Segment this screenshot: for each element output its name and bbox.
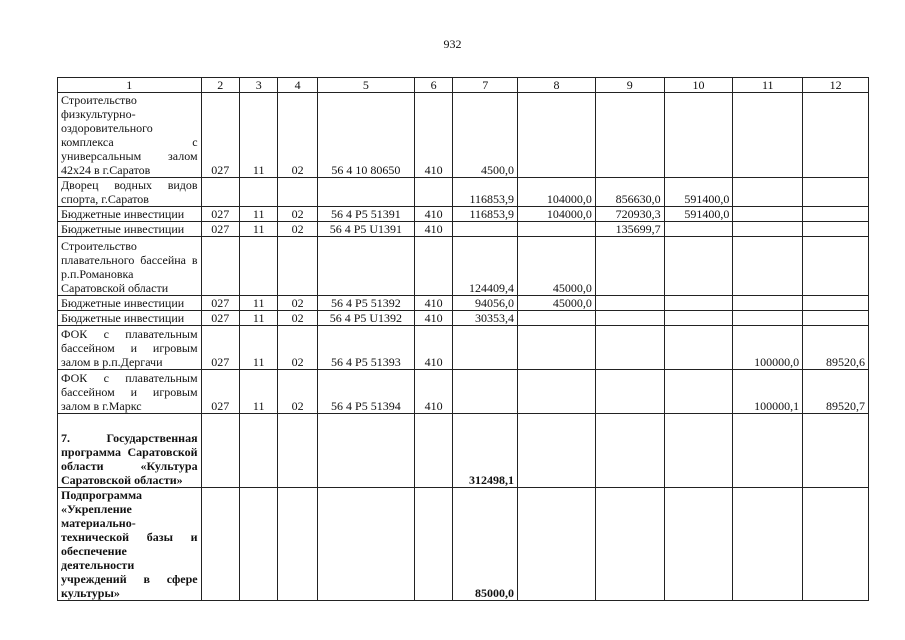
value-cell: 591400,0: [664, 178, 733, 207]
expense-type-cell: [414, 414, 452, 488]
section-cell: [240, 178, 278, 207]
expense-type-cell: 410: [414, 222, 452, 237]
value-cell: [453, 222, 518, 237]
value-cell: [733, 488, 803, 601]
target-article-cell: 56 4 P5 51392: [317, 296, 414, 311]
table-row: [58, 311, 869, 326]
subsection-cell: 02: [278, 93, 317, 178]
column-header: 2: [201, 78, 239, 93]
section-cell: 11: [240, 93, 278, 178]
value-cell: [733, 414, 803, 488]
value-cell: 116853,9: [453, 178, 518, 207]
table-row: [58, 207, 869, 222]
value-cell: 312498,1: [453, 414, 518, 488]
value-cell: 104000,0: [518, 207, 596, 222]
code-cell: 027: [201, 296, 239, 311]
section-cell: 11: [240, 370, 278, 414]
row-name-cell: Бюджетные инвестиции: [58, 311, 202, 326]
value-cell: [733, 207, 803, 222]
row-name-cell: 7. Государственная программа Саратовской области «Культура Саратовской области»: [58, 414, 202, 488]
value-cell: [803, 488, 869, 601]
expense-type-cell: 410: [414, 311, 452, 326]
target-article-cell: 56 4 P5 51394: [317, 370, 414, 414]
section-cell: 11: [240, 222, 278, 237]
value-cell: 135699,7: [595, 222, 664, 237]
table-row: [58, 178, 869, 207]
row-name-cell: Строительство плавательного бассейна в р.п.Романовка Саратовской области: [58, 237, 202, 296]
target-article-cell: 56 4 P5 U1391: [317, 222, 414, 237]
subsection-cell: 02: [278, 311, 317, 326]
program-row: [58, 414, 869, 488]
section-cell: [240, 488, 278, 601]
section-cell: 11: [240, 311, 278, 326]
value-cell: [803, 296, 869, 311]
expense-type-cell: [414, 237, 452, 296]
budget-table: [57, 77, 869, 601]
column-header: 12: [803, 78, 869, 93]
value-cell: 94056,0: [453, 296, 518, 311]
value-cell: [595, 93, 664, 178]
subsection-cell: [278, 414, 317, 488]
value-cell: 4500,0: [453, 93, 518, 178]
code-cell: 027: [201, 93, 239, 178]
target-article-cell: 56 4 10 80650: [317, 93, 414, 178]
value-cell: [664, 93, 733, 178]
column-header: 4: [278, 78, 317, 93]
value-cell: [518, 311, 596, 326]
table-row: [58, 237, 869, 296]
expense-type-cell: 410: [414, 207, 452, 222]
value-cell: [595, 370, 664, 414]
value-cell: 124409,4: [453, 237, 518, 296]
value-cell: [453, 370, 518, 414]
value-cell: 856630,0: [595, 178, 664, 207]
value-cell: 89520,6: [803, 326, 869, 370]
target-article-cell: [317, 414, 414, 488]
target-article-cell: [317, 237, 414, 296]
value-cell: [664, 370, 733, 414]
value-cell: [664, 326, 733, 370]
target-article-cell: 56 4 P5 51391: [317, 207, 414, 222]
column-header: 3: [240, 78, 278, 93]
value-cell: [803, 414, 869, 488]
value-cell: 104000,0: [518, 178, 596, 207]
expense-type-cell: 410: [414, 296, 452, 311]
value-cell: [803, 222, 869, 237]
subsection-cell: 02: [278, 296, 317, 311]
value-cell: 100000,1: [733, 370, 803, 414]
column-header: 11: [733, 78, 803, 93]
subprogram-row: [58, 488, 869, 601]
column-header: 5: [317, 78, 414, 93]
value-cell: [518, 222, 596, 237]
column-header: 8: [518, 78, 596, 93]
value-cell: [595, 311, 664, 326]
page-number: 932: [443, 37, 462, 51]
subsection-cell: 02: [278, 222, 317, 237]
expense-type-cell: [414, 488, 452, 601]
code-cell: 027: [201, 311, 239, 326]
subsection-cell: 02: [278, 326, 317, 370]
value-cell: [518, 488, 596, 601]
value-cell: [733, 296, 803, 311]
expense-type-cell: 410: [414, 93, 452, 178]
value-cell: 116853,9: [453, 207, 518, 222]
subsection-cell: [278, 178, 317, 207]
value-cell: [803, 93, 869, 178]
target-article-cell: [317, 178, 414, 207]
subsection-cell: [278, 488, 317, 601]
value-cell: [803, 311, 869, 326]
header-row: [58, 78, 869, 93]
row-name-cell: Бюджетные инвестиции: [58, 222, 202, 237]
value-cell: 45000,0: [518, 237, 596, 296]
target-article-cell: 56 4 P5 51393: [317, 326, 414, 370]
value-cell: 85000,0: [453, 488, 518, 601]
expense-type-cell: 410: [414, 370, 452, 414]
value-cell: [453, 326, 518, 370]
table-row: [58, 222, 869, 237]
value-cell: [664, 237, 733, 296]
code-cell: 027: [201, 207, 239, 222]
value-cell: [803, 207, 869, 222]
code-cell: 027: [201, 370, 239, 414]
row-name-cell: Подпрограмма «Укрепление материально-технической базы и обеспечение деятельности учреждений в сфере культуры»: [58, 488, 202, 601]
value-cell: [595, 414, 664, 488]
value-cell: [664, 414, 733, 488]
row-name-cell: Строительство физкультурно-оздоровительного комплекса с универсальным залом 42х24 в г.Саратов: [58, 93, 202, 178]
value-cell: [664, 222, 733, 237]
row-name-cell: Дворец водных видов спорта, г.Саратов: [58, 178, 202, 207]
subsection-cell: 02: [278, 207, 317, 222]
table-row: [58, 296, 869, 311]
value-cell: 591400,0: [664, 207, 733, 222]
value-cell: [595, 326, 664, 370]
value-cell: 45000,0: [518, 296, 596, 311]
value-cell: [664, 488, 733, 601]
value-cell: [595, 296, 664, 311]
code-cell: [201, 488, 239, 601]
value-cell: [733, 237, 803, 296]
target-article-cell: [317, 488, 414, 601]
value-cell: 720930,3: [595, 207, 664, 222]
row-name-cell: Бюджетные инвестиции: [58, 296, 202, 311]
column-header: 10: [664, 78, 733, 93]
value-cell: [733, 222, 803, 237]
table-row: [58, 370, 869, 414]
code-cell: [201, 178, 239, 207]
value-cell: [803, 237, 869, 296]
subsection-cell: [278, 237, 317, 296]
column-header: 6: [414, 78, 452, 93]
code-cell: [201, 237, 239, 296]
value-cell: 30353,4: [453, 311, 518, 326]
target-article-cell: 56 4 P5 U1392: [317, 311, 414, 326]
column-header: 1: [58, 78, 202, 93]
section-cell: 11: [240, 326, 278, 370]
section-cell: [240, 414, 278, 488]
table-row: [58, 93, 869, 178]
value-cell: 89520,7: [803, 370, 869, 414]
section-cell: [240, 237, 278, 296]
value-cell: [518, 93, 596, 178]
value-cell: [595, 488, 664, 601]
row-name-cell: ФОК с плавательным бассейном и игровым залом в р.п.Дергачи: [58, 326, 202, 370]
value-cell: [664, 296, 733, 311]
column-header: 9: [595, 78, 664, 93]
section-cell: 11: [240, 207, 278, 222]
row-name-cell: ФОК с плавательным бассейном и игровым залом в г.Маркс: [58, 370, 202, 414]
value-cell: [664, 311, 733, 326]
subsection-cell: 02: [278, 370, 317, 414]
value-cell: [518, 414, 596, 488]
column-header: 7: [453, 78, 518, 93]
value-cell: [803, 178, 869, 207]
value-cell: [733, 178, 803, 207]
value-cell: 100000,0: [733, 326, 803, 370]
table-row: [58, 326, 869, 370]
section-cell: 11: [240, 296, 278, 311]
value-cell: [595, 237, 664, 296]
expense-type-cell: 410: [414, 326, 452, 370]
value-cell: [733, 311, 803, 326]
value-cell: [518, 326, 596, 370]
code-cell: [201, 414, 239, 488]
row-name-cell: Бюджетные инвестиции: [58, 207, 202, 222]
code-cell: 027: [201, 326, 239, 370]
expense-type-cell: [414, 178, 452, 207]
value-cell: [733, 93, 803, 178]
code-cell: 027: [201, 222, 239, 237]
value-cell: [518, 370, 596, 414]
